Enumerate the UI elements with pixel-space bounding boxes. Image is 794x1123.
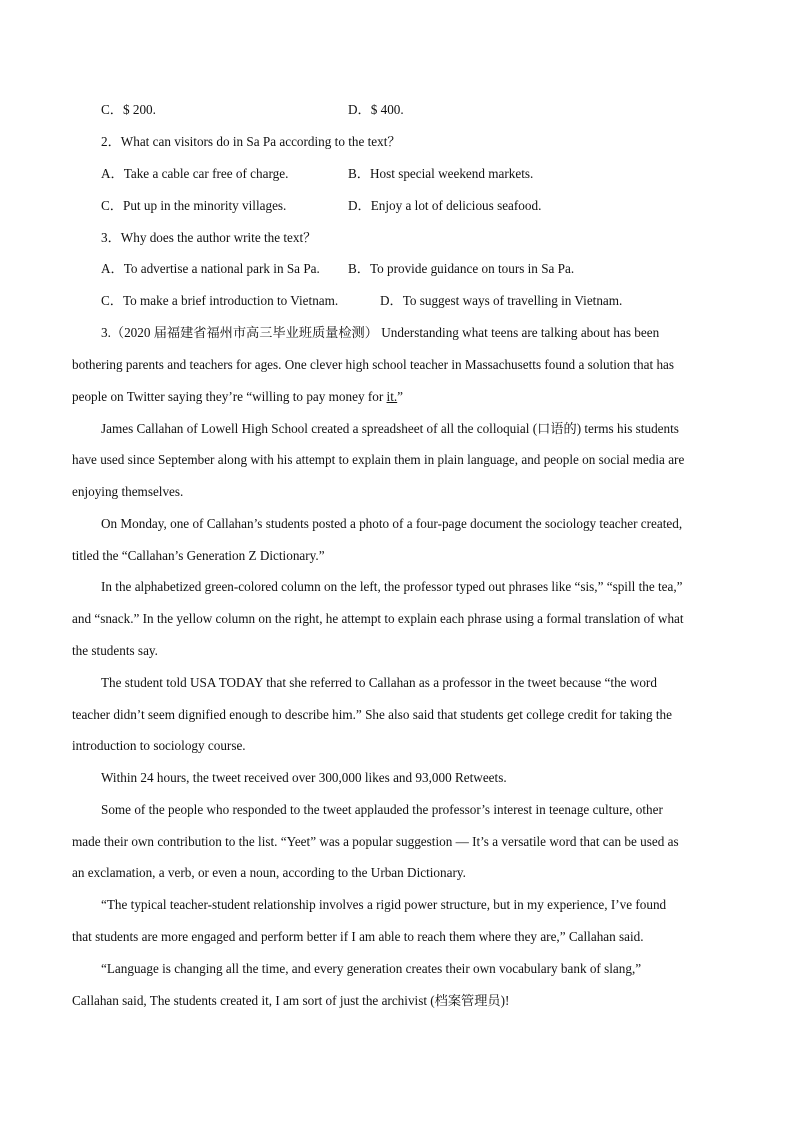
q2-option-b: B．Host special weekend markets. xyxy=(348,166,534,181)
passage-p4-line1: In the alphabetized green-colored column on the left, the professor typed out phrases like “sis,” “spill the tea,” xyxy=(101,579,683,594)
underlined-word: it. xyxy=(386,389,398,404)
q2-option-d: D．Enjoy a lot of delicious seafood. xyxy=(348,198,542,213)
q3-option-c: C．To make a brief introduction to Vietnam. xyxy=(101,293,339,308)
passage-p2-line3: enjoying themselves. xyxy=(72,484,184,499)
q1-option-c: C．$ 200. xyxy=(101,102,156,117)
passage-p1-line1: 3.（2020 届福建省福州市高三毕业班质量检测） Understanding what teens are talking about has been xyxy=(101,325,660,340)
q2-option-c: C．Put up in the minority villages. xyxy=(101,198,287,213)
passage-p9-line2: Callahan said, The students created it, I am sort of just the archivist (档案管理员)! xyxy=(72,993,510,1008)
passage-p5-line3: introduction to sociology course. xyxy=(72,738,246,753)
passage-p3-line1: On Monday, one of Callahan’s students posted a photo of a four-page document the sociology teacher created, xyxy=(101,516,683,531)
passage-p4-line3: the students say. xyxy=(72,643,158,658)
passage-p1-line3 xyxy=(72,388,403,406)
passage-p1-line3-pre: people on Twitter saying they’re “willing to pay money for xyxy=(72,389,387,404)
passage-p5-line1: The student told USA TODAY that she referred to Callahan as a professor in the tweet because “the word xyxy=(101,675,657,690)
q3-option-b: B．To provide guidance on tours in Sa Pa. xyxy=(348,261,575,276)
passage-p4-line2: and “snack.” In the yellow column on the right, he attempt to explain each phrase using a formal translation of what xyxy=(72,611,684,626)
passage-p1-line2: bothering parents and teachers for ages. One clever high school teacher in Massachusetts found a solution that has xyxy=(72,357,675,372)
q3-option-a: A．To advertise a national park in Sa Pa. xyxy=(101,261,320,276)
q1-option-d: D．$ 400. xyxy=(348,102,404,117)
passage-p6-line1: Within 24 hours, the tweet received over 300,000 likes and 93,000 Retweets. xyxy=(101,770,507,785)
passage-p7-line3: an exclamation, a verb, or even a noun, according to the Urban Dictionary. xyxy=(72,865,466,880)
passage-p1-line3-post: ” xyxy=(397,389,404,404)
passage-p5-line2: teacher didn’t seem dignified enough to describe him.” She also said that students get college credit for taking the xyxy=(72,707,672,722)
passage-p2-line2: have used since September along with his attempt to explain them in plain language, and people on social media are xyxy=(72,452,685,467)
q3-stem: 3．Why does the author write the text？ xyxy=(101,230,317,245)
passage-p7-line2: made their own contribution to the list. “Yeet” was a popular suggestion — It’s a versatile word that can be used as xyxy=(72,834,679,849)
q2-option-a: A．Take a cable car free of charge. xyxy=(101,166,289,181)
passage-p9-line1: “Language is changing all the time, and every generation creates their own vocabulary bank of slang,” xyxy=(101,961,642,976)
passage-p2-line1: James Callahan of Lowell High School created a spreadsheet of all the colloquial (口语的) terms his students xyxy=(101,421,679,436)
passage-p8-line2: that students are more engaged and perform better if I am able to reach them where they are,” Callahan said. xyxy=(72,929,644,944)
q3-option-d: D．To suggest ways of travelling in Vietnam. xyxy=(380,293,623,308)
passage-p3-line2: titled the “Callahan’s Generation Z Dictionary.” xyxy=(72,548,325,563)
q2-stem: 2．What can visitors do in Sa Pa according to the text？ xyxy=(101,134,401,149)
passage-p7-line1: Some of the people who responded to the tweet applauded the professor’s interest in teenage culture, other xyxy=(101,802,663,817)
passage-p8-line1: “The typical teacher-student relationship involves a rigid power structure, but in my experience, I’ve found xyxy=(101,897,667,912)
